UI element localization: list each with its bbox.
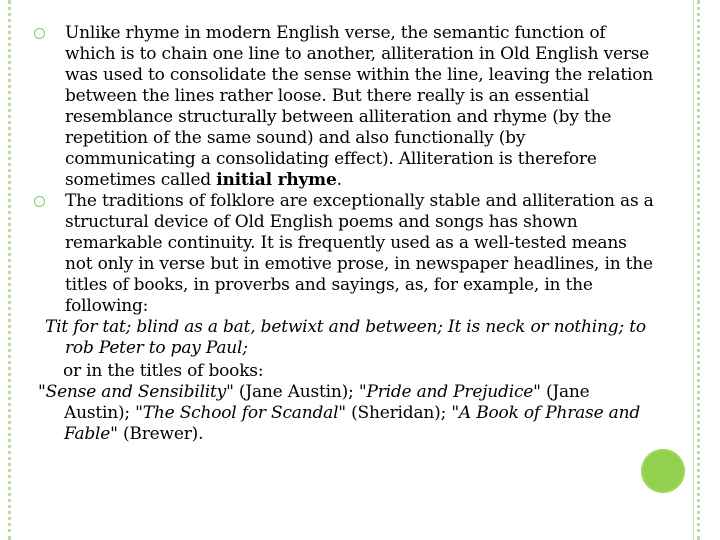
left-dotted-border	[8, 0, 11, 540]
right-dotted-border	[697, 0, 700, 540]
book-author: (Jane Austin);	[64, 382, 590, 423]
book-title: "Sense and Sensibility"	[38, 382, 234, 402]
circle-bullet-icon	[34, 196, 45, 207]
bullet-1-end: .	[336, 170, 342, 190]
books-intro-text: or in the titles of books:	[63, 361, 264, 381]
book-author: (Jane Austin);	[233, 382, 359, 402]
book-titles	[38, 382, 658, 445]
bullet-1-text: Unlike rhyme in modern English verse, the semantic function of which is to chain one line to another, alliteration in Old English verse was used to consolidate the sense within the line, leaving the relation between the lines rather loose. But there really is an essential resemblance structurally between alliteration and rhyme (by the repetition of the same sound) and also functionally (by communicating a consolidating effect). Alliteration is therefore sometimes called	[65, 23, 653, 190]
decorative-green-circle	[641, 449, 685, 493]
book-author: (Brewer).	[117, 424, 204, 444]
bullet-paragraph-2	[38, 191, 658, 317]
book-title: "A Book of Phrase and Fable"	[64, 403, 641, 444]
right-border-line	[693, 0, 694, 540]
book-title: "Pride and Prejudice"	[358, 382, 541, 402]
book-author: (Sheridan);	[345, 403, 452, 423]
slide-body	[38, 23, 658, 445]
book-title: "The School for Scandal"	[135, 403, 346, 423]
examples-text: Tit for tat; blind as a bat, betwixt and between; It is neck or nothing; to rob Peter to pay Paul;	[45, 317, 646, 358]
bullet-paragraph-1	[38, 23, 658, 191]
bullet-1-bold-term: initial rhyme	[216, 170, 337, 190]
bullet-2-text: The traditions of folklore are exceptionally stable and alliteration as a structural device of Old English poems and songs has shown remarkable continuity. It is frequently used as a well-tested means not only in verse but in emotive prose, in newspaper headlines, in the titles of books, in proverbs and sayings, as, for example, in the following:	[65, 191, 654, 316]
circle-bullet-icon	[34, 28, 45, 39]
